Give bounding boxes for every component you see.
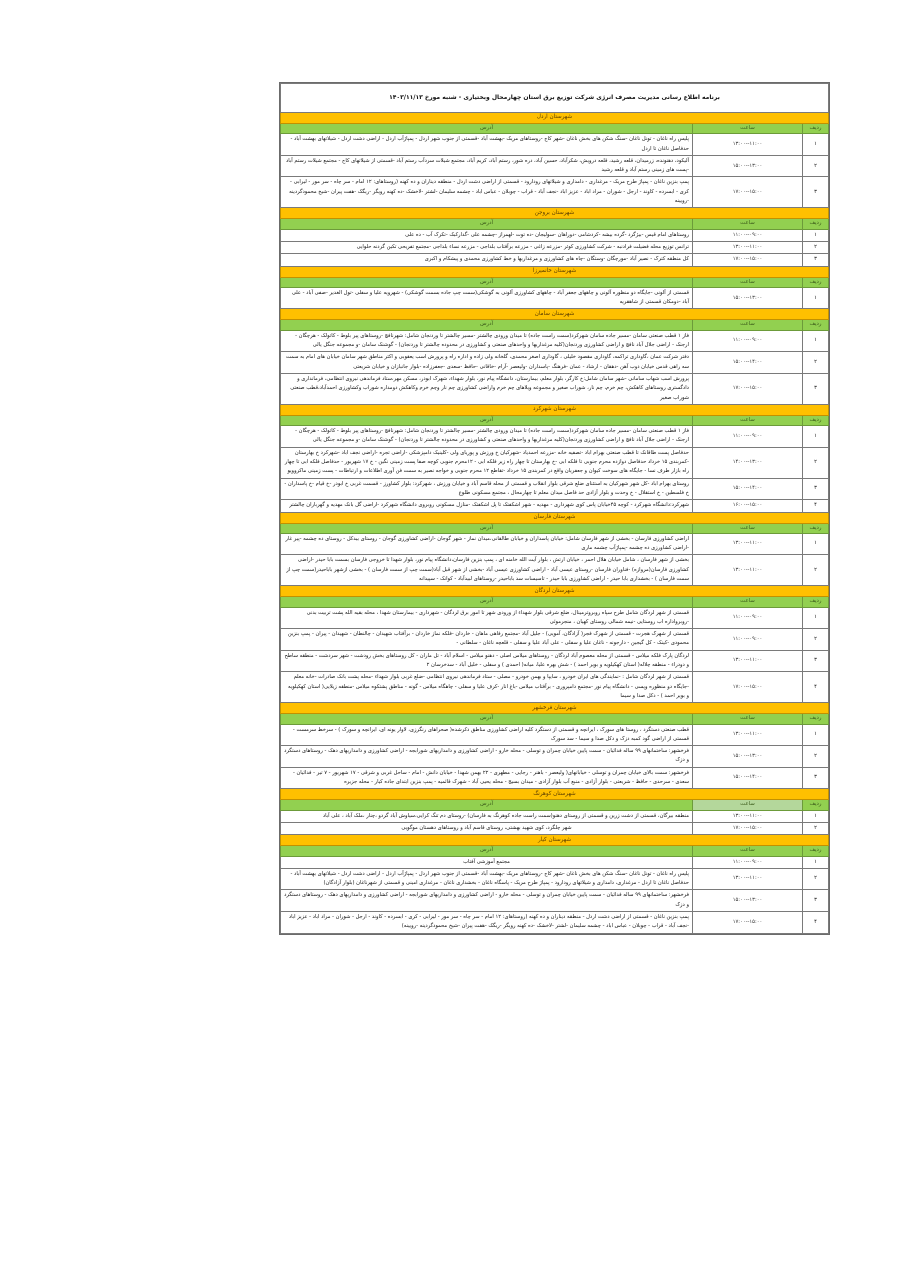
table-row bbox=[281, 856, 829, 868]
district-band bbox=[281, 309, 829, 320]
district-band bbox=[281, 789, 829, 800]
outage-schedule-document bbox=[279, 82, 830, 935]
time-range: ۱۱:۰۰--۱۳:۰۰ bbox=[693, 134, 803, 156]
column-header-row bbox=[281, 277, 829, 287]
district-band bbox=[281, 266, 829, 277]
title-row bbox=[281, 84, 829, 113]
address-cell: فرخشهر: سمت بالای خیابان چمران و توسلی - خیابانهای( ولیعصر - باهنر - رجایی - مطهری - ۲۲ بهمن شهدا - خیابان دانش - امام - ساحل غربی و شرقی - ۱۷ شهریور - ۷ تیر - فدائیان - سعدی - سرحدی - حافظ - شریعتی - بلوار آزادی - منبع آب بلوار آزادی - میدان بسیج - محله یحیی آباد - شهرک قائمیه - پمپ بنزین ابتدای جاده کیار - محله جزیره bbox=[281, 767, 693, 789]
header-row-number: ردیف bbox=[803, 800, 829, 810]
header-row-number: ردیف bbox=[803, 846, 829, 856]
table-row bbox=[281, 650, 829, 672]
time-range: ۱۳:۰۰--۱۴:۰۰ bbox=[693, 447, 803, 478]
header-time: ساعت bbox=[693, 124, 803, 134]
address-cell: بخشی از شهر فارسان ، شامل خیابان هلال احمر ، خیابان ارتش ، بلوار آیت الله خامنه ای ، پمپ بنزین فارسان،دانشگاه پیام نور، بلوار شهدا تا خروجی فارسان بسمت بابا حیدر -اراضی کشاورزی فارسان(مروازه) -فناوران فارسان -روستای عیسی آباد - اراضی کشاورزی عیسی آباد -بخشی از شهر قبل آباد(سمت چپ از سمت فارسان ) - بخشی ازشهر باباحیدر(سمت چپ از سمت فارسان ) - بخشداری بابا حیدر - اراضی کشاورزی بابا حیدر - تاسیسات سد باباحیدر -روستاهای لبیدآباد - کوانک - سپیدانه bbox=[281, 555, 693, 586]
row-number: ۱ bbox=[803, 533, 829, 555]
address-cell: روستاهای امام قیس -بیژگرد -گرده بیشه -کردشامی -دوراهان -سولیجان -ده توت -لهمراز -چشمه علی -گدارکبک -تکرک آب - ده علی bbox=[281, 229, 693, 241]
header-address: آدرس bbox=[281, 124, 693, 134]
table-row bbox=[281, 724, 829, 746]
table-row bbox=[281, 229, 829, 241]
time-range: ۰۹:۰۰--۱۱:۰۰ bbox=[693, 426, 803, 448]
header-time: ساعت bbox=[693, 219, 803, 229]
time-range: ۱۵:۰۰--۱۷:۰۰ bbox=[693, 177, 803, 208]
table-row bbox=[281, 767, 829, 789]
district-name: شهرستان اردل bbox=[281, 113, 829, 124]
row-number: ۱ bbox=[803, 724, 829, 746]
address-cell: فاز ۱ قطب صنعتی سامان -مسیر جاده سامان شهرکرد(سمت راست جاده) تا میدان ورودی چالشتر -مسیر چالشتر تا وردنجان شامل: شهرنافچ -روستاهای پیر بلوط - کاتولک - هرچگان - ارجنک - اراضی جلال آباد نافچ و اراضی کشاورزی وردنجان(کلیه مرغداریها و واحدهای صنعتی و کشاورزی در محدوده چالشتر تا وردنجان) - گوشنک سامان -و مجموعه جنگل یالی bbox=[281, 426, 693, 448]
header-row-number: ردیف bbox=[803, 124, 829, 134]
row-number: ۱ bbox=[803, 426, 829, 448]
column-header-row bbox=[281, 219, 829, 229]
time-range: ۱۱:۰۰--۱۳:۰۰ bbox=[693, 555, 803, 586]
district-name: شهرستان فرخشهر bbox=[281, 703, 829, 714]
row-number: ۳ bbox=[803, 767, 829, 789]
table-row bbox=[281, 447, 829, 478]
address-cell: پرورش اسب شهاب سامانی -شهر سامان شامل:خ کارگر، بلوار معلم، بیمارستان، دانشگاه پیام نور، بلوار شهداء، شهرک ابوذر، مسکن مهر،ستاد فرماندهی نیروی انتظامی، فرمانداری و دادگستری روستاهای کاهکش، چم خرم، چم نار، شوراب صغیر و مجموعه ویلاهای چم خرم واراضی کشاورزی چم نار وچم خرم وکاهکش دومداره شوراب وکشاورزی احمدآباد،قطب صنعتی شوراب صغیر bbox=[281, 373, 693, 404]
district-name: شهرستان خانمیرزا bbox=[281, 266, 829, 277]
district-band bbox=[281, 512, 829, 523]
address-cell: قطب صنعتی دستگرد ، روستا های سورک ، ایرانچه و قسمتی از دستگرد کلیه اراضی کشاورزی مناطق ذکرشده( صحراهای رنگرزی، لاوار یونه ای، ایرانچه و سورک ) - سرخط سرمست - قسمتی از اراضی گود کمبه دزک و دکل صدا و سیما - سد سورک bbox=[281, 724, 693, 746]
column-header-row bbox=[281, 846, 829, 856]
address-cell: فاز ۱ قطب صنعتی سامان -مسیر جاده سامان شهرکرد(سمت راست جاده) تا میدان ورودی چالشتر -مسیر چالشتر تا وردنجان شامل: شهرنافچ -روستاهای پیر بلوط - کاتولک - هرچگان - ارجنک - اراضی جلال آباد نافچ و اراضی کشاورزی وردنجان(کلیه مرغداریها و واحدهای صنعتی و کشاورزی در محدوده چالشتر تا وردنجان) - گوشنک سامان -و مجموعه جنگل یالی bbox=[281, 330, 693, 352]
district-name: شهرستان شهرکرد bbox=[281, 404, 829, 415]
table-row bbox=[281, 330, 829, 352]
district-name: شهرستان لردگان bbox=[281, 586, 829, 597]
header-address: آدرس bbox=[281, 846, 693, 856]
table-row bbox=[281, 134, 829, 156]
address-cell: قسمتی از شهرک هجرت - قسمتی از شهرک فجر( آزادگان، آمویی) - جلیل آباد -مجتمع رفاهی ماهان - خاردان -فلکه نماز خاردان - برآفتاب شهیدان - چالنطان - شهیدان - پیران - پمپ بنزین محمودی -کینک - کل گیجین - دارجونه - ناغان علیا و سفلی - علی آباد علیا و سفلی - قلعچه ناغان - سلطانی - bbox=[281, 629, 693, 651]
row-number: ۲ bbox=[803, 822, 829, 834]
row-number: ۴ bbox=[803, 500, 829, 512]
table-row bbox=[281, 555, 829, 586]
address-cell: پلیس راه ناغان - تونل ناغان -سنگ شکن های بخش ناغان -شهر کاج -روستاهای مریک -بهشت آباد -قسمتی از جنوب شهر اردل - پمپاژآب اردل - اراضی دشت اردل - شیلاتهای بهشت آباد - حدفاصل ناغان تا اردل bbox=[281, 134, 693, 156]
table-row bbox=[281, 868, 829, 890]
column-header-row bbox=[281, 320, 829, 330]
column-header-row bbox=[281, 597, 829, 607]
address-cell: پمپ بنزین ناغان - پمپاژ طرح مریک - مرغداری - دامداری و شیلاتهای رودارود - قسمتی از اراضی دشت اردل - منطقه دیناران و ده کهنه (روستاهای: ۱۲ امام - سر چاه - سر مور - لیرابی - کری - ابسرده - کاوند - ارجل - شوران - مراد اباد - عزیز اباد -نجف آباد - قراب - چوبلان - عباس اباد - چشمه سلیمان -لشتر -لاخشک -ده کهنه رویگر -ریگک -هفت پیران -شیخ محمودگردینه -رویینه bbox=[281, 177, 693, 208]
row-number: ۲ bbox=[803, 447, 829, 478]
header-time: ساعت bbox=[693, 714, 803, 724]
time-range: ۱۳:۰۰--۱۵:۰۰ bbox=[693, 155, 803, 177]
table-row bbox=[281, 822, 829, 834]
time-range: ۱۴:۰۰--۱۵:۰۰ bbox=[693, 352, 803, 374]
header-row-number: ردیف bbox=[803, 714, 829, 724]
district-band bbox=[281, 703, 829, 714]
row-number: ۳ bbox=[803, 177, 829, 208]
table-row bbox=[281, 478, 829, 500]
table-row bbox=[281, 810, 829, 822]
table-row bbox=[281, 912, 829, 934]
table-row bbox=[281, 672, 829, 703]
table-row bbox=[281, 629, 829, 651]
row-number: ۳ bbox=[803, 478, 829, 500]
row-number: ۲ bbox=[803, 868, 829, 890]
row-number: ۲ bbox=[803, 241, 829, 253]
header-time: ساعت bbox=[693, 320, 803, 330]
address-cell: کل منطقه کترک - نصیر آباد -مورچگان -وستگان -چاه های کشاورزی و مرغداریها و خط کشاورزی محمدی و پیشکام و اکبری bbox=[281, 254, 693, 266]
column-header-row bbox=[281, 714, 829, 724]
address-cell: پلیس راه ناغان - تونل ناغان -سنگ شکن های بخش ناغان -شهر کاج -روستاهای مریک -بهشت آباد -قسمتی از جنوب شهر اردل - پمپاژآب اردل - اراضی دشت اردل - شیلاتهای بهشت آباد - حدفاصل ناغان تا اردل - مرغداری، دامداری و شیلاتهای رودارود - پمپاژ طرح مریک - پاسگاه ناغان - بخشداری ناغان - مرغداری امینی و قسمتی از شهرناغان (بلوار آزادگان) bbox=[281, 868, 693, 890]
district-name: شهرستان سامان bbox=[281, 309, 829, 320]
header-row-number: ردیف bbox=[803, 415, 829, 425]
header-time: ساعت bbox=[693, 846, 803, 856]
schedule-table bbox=[280, 83, 829, 934]
row-number: ۴ bbox=[803, 672, 829, 703]
row-number: ۱ bbox=[803, 229, 829, 241]
table-row bbox=[281, 746, 829, 768]
address-cell: حدفاصل پست طاقانک تا قطب صنعتی بهرام اباد -تصفیه خانه -مزرعه احمدیاد -شهرکیان خ ورزش و پوریای ولی -کلینیک دامپزشکی -اراضی تجره -اراضی نجف اباد -شهرکرد خ بهارستان -کمربندی ۱۵ خرداد حدفاصل دوازده محرم جنوبی تا فلکه ابی -خ بهارستان تا چهار راه زیر فلکه ابی - ۱۲محرم جنوبی کوچه صفا پست زمینی نگین - خ ۱۷ شهریور - حدفاصل فلکه ابی تا چهار راه بازار طرف نسا - جایگاه های سوخت کیوان و جعفریان واقع در کمربندی ۱۵ خرداد -تقاطع ۱۲ محرم جنوبی و خواجه نصیر به سمت فن آوری اطلاعات و ارتباطات - پست زمینی ماکروویو bbox=[281, 447, 693, 478]
address-cell: قسمتی از شهر لردگان شامل طرح سپاه روبروترمینال، ضلع شرقی بلوار شهداء از ورودی شهر تا امور برق لردگان - شهرداری - بیمارستان شهدا ، محله بقیه الله پشت تربیت بدنی -روبرواداره اب روستایی -نیمه شمالی روستای کهیان ، منجرموئی bbox=[281, 607, 693, 629]
header-address: آدرس bbox=[281, 277, 693, 287]
column-header-row bbox=[281, 523, 829, 533]
header-row-number: ردیف bbox=[803, 219, 829, 229]
address-cell: آلیکود، دهنونده، زرمیدان، قلعه رشید، قلعه درویش، شکرآباد، حسین آباد، دره شور، رستم آباد، کریم آباد، مجتمع شیلات سردآب رستم آباد -قسمتی از شیلاتهای کاج - مجتمع شیلات رستم آباد -پست های زمینی رستم آباد و قلعه رشید bbox=[281, 155, 693, 177]
row-number: ۱ bbox=[803, 287, 829, 309]
address-cell: دفتر شرکت عمان ،گاوداری تراکمه، گاوداری مقصود خلیلی ، گاوداری اصغر محمدی، گلخانه ولی زاده و اداره راه و پرورش اسب یعقوبی و اکثر مناطق شهر سامان خیابان های امام به سمت سه راهی قدس خیابان ذوب آهن -دهقان - ارشاد - عمان -فرهنگ -پاسداران -ولیعصر -آرام -خاقانی -حافظ -سعدی -جعفرزاده -بلوار جانبازان و خیابان شریعتی bbox=[281, 352, 693, 374]
address-cell: ترانس توزیع محله فضیلت فرادنبه - شرکت کشاورزی کوثر -مزرعه زاغی - مزرعه برآفتاب بلداجی - مزرعه نساء بلداجی -مجتمع تفریحی تکین گردنه حلوایی bbox=[281, 241, 693, 253]
district-name: شهرستان کیار bbox=[281, 835, 829, 846]
row-number: ۳ bbox=[803, 254, 829, 266]
time-range: ۱۵:۰۰--۱۷:۰۰ bbox=[693, 672, 803, 703]
row-number: ۲ bbox=[803, 352, 829, 374]
header-time: ساعت bbox=[693, 415, 803, 425]
table-row bbox=[281, 155, 829, 177]
time-range: ۱۵:۰۰--۱۷:۰۰ bbox=[693, 912, 803, 934]
row-number: ۱ bbox=[803, 134, 829, 156]
time-range: ۱۵:۰۰--۱۷:۰۰ bbox=[693, 822, 803, 834]
header-address: آدرس bbox=[281, 320, 693, 330]
address-cell: روستای بهرام اباد -کل شهر شهرکیان به استثنای ضلع شرقی بلوار انقلاب و قسمتی از محله قاسم آباد و خیابان ورزش ، شهرکرد: بلوار کشاورز - قسمت غربی خ ابوذر -خ قیام -خ پاسداران - خ فلسطین - خ استقلال - خ وحدت و بلوار آزادی حد فاصل میدان معلم تا چهارمحال ، مجتمع مسکونی طلوع bbox=[281, 478, 693, 500]
time-range: ۱۵:۰۰--۱۶:۰۰ bbox=[693, 500, 803, 512]
header-row-number: ردیف bbox=[803, 277, 829, 287]
address-cell: منطقه بیرگان، قسمتی از دشت زرین و قسمتی از روستای دهنو(سمت راست جاده کوهرنگ به فارسان) -روستای دم تنگ کرایی،سیاوش آباد گردو ،چنار ،ملک آباد ، علی آباد bbox=[281, 810, 693, 822]
table-row bbox=[281, 241, 829, 253]
row-number: ۳ bbox=[803, 890, 829, 912]
address-cell: فرخشهر: ساختمانهای ۹۹ ساله فدائیان - سمت پایین خیابان چمران و توسلی - محله خارو - اراضی کشاورزی و دامداریهای شورابجه - اراضی کشاورزی و دامداریهای دهک - روستاهای دستگرد و دزک bbox=[281, 746, 693, 768]
row-number: ۱ bbox=[803, 856, 829, 868]
table-row bbox=[281, 254, 829, 266]
column-header-row bbox=[281, 415, 829, 425]
district-band bbox=[281, 113, 829, 124]
row-number: ۲ bbox=[803, 555, 829, 586]
header-address: آدرس bbox=[281, 714, 693, 724]
table-row bbox=[281, 352, 829, 374]
time-range: ۰۹:۰۰--۱۱:۰۰ bbox=[693, 229, 803, 241]
header-address: آدرس bbox=[281, 800, 693, 810]
header-time: ساعت bbox=[693, 523, 803, 533]
row-number: ۳ bbox=[803, 373, 829, 404]
address-cell: پمپ بنزین ناغان - قسمتی از اراضی دشت اردل - منطقه دیناران و ده کهنه (روستاهای: ۱۲ امام - سر چاه - سر مور - لیرابی - کری - ابسرده - کاوند - ارجل - شوران - مراد اباد - عزیز اباد -نجف آباد - قراب - چوبلان - عباس اباد - چشمه سلیمان -لشتر -لاخشک -ده کهنه رویگر -ریگک -هفت پیران -شیخ محمودگردینه -رویینه) bbox=[281, 912, 693, 934]
address-cell: لردگان پارک فلکه میلاس - قسمتی از محله معصوم آباد لردگان - روستاهای میلاس اصلی - دهنو میلاس - اسلام آباد - تل ماران - کل روستاهای بخش رودشت - شهر سردشت - منطقه ساطح و دودراء - منطقه چلاله( استان کهکیلویه و بویر احمد ) - شش بهره علیا، میانه( احمدی ) و سفلی - خلیل آباد - سدخرسان ۲ bbox=[281, 650, 693, 672]
time-range: ۱۱:۰۰--۱۳:۰۰ bbox=[693, 241, 803, 253]
table-row bbox=[281, 533, 829, 555]
table-row bbox=[281, 177, 829, 208]
row-number: ۲ bbox=[803, 629, 829, 651]
time-range: ۰۹:۰۰--۱۱:۰۰ bbox=[693, 607, 803, 629]
row-number: ۱ bbox=[803, 330, 829, 352]
time-range: ۱۵:۰۰--۱۷:۰۰ bbox=[693, 254, 803, 266]
district-band bbox=[281, 404, 829, 415]
time-range: ۱۱:۰۰--۱۳:۰۰ bbox=[693, 650, 803, 672]
header-address: آدرس bbox=[281, 415, 693, 425]
time-range: ۰۹:۰۰--۱۱:۰۰ bbox=[693, 856, 803, 868]
district-name: شهرستان فارسان bbox=[281, 512, 829, 523]
address-cell: شهرکرد:دانشگاه شهرکرد - کوچه ۴۵خیابان پاس کوی شهرداری - مهدیه - شهر اشکفتک تا پل اشکفتک -منازل مسکونی روبروی دانشگاه شهرکرد -اراضی گل بانک مهدیه و گهرباران چالشتر bbox=[281, 500, 693, 512]
table-row bbox=[281, 426, 829, 448]
header-address: آدرس bbox=[281, 523, 693, 533]
table-row bbox=[281, 287, 829, 309]
document-title: برنامه اطلاع رسانی مدیریت مصرف انرژی شرکت توزیع برق استان چهارمحال وبختیاری - شنبه مورخ ۱۴۰۳/۱۱/۱۳ bbox=[281, 84, 829, 113]
time-range: ۱۴:۰۰--۱۵:۰۰ bbox=[693, 767, 803, 789]
time-range: ۱۱:۰۰--۱۳:۰۰ bbox=[693, 724, 803, 746]
time-range: ۱۱:۰۰--۱۳:۰۰ bbox=[693, 533, 803, 555]
address-cell: اراضی کشاورزی فارسان - بخشی از شهر فارسان شامل: خیابان پاسداران و خیابان طالقانی،میدان نماز - شهر گوجان -اراضی کشاورزی گوجان - روستای بیدکل - روستای ده چشمه -پیر غار -اراضی کشاورزی ده چشمه -پمپاژآب چشمه ماری bbox=[281, 533, 693, 555]
header-row-number: ردیف bbox=[803, 320, 829, 330]
row-number: ۲ bbox=[803, 155, 829, 177]
header-row-number: ردیف bbox=[803, 523, 829, 533]
row-number: ۱ bbox=[803, 810, 829, 822]
header-address: آدرس bbox=[281, 219, 693, 229]
time-range: ۰۹:۰۰--۱۱:۰۰ bbox=[693, 629, 803, 651]
time-range: ۱۵:۰۰--۱۷:۰۰ bbox=[693, 373, 803, 404]
row-number: ۱ bbox=[803, 607, 829, 629]
time-range: ۱۱:۰۰--۱۳:۰۰ bbox=[693, 868, 803, 890]
table-row bbox=[281, 500, 829, 512]
row-number: ۴ bbox=[803, 912, 829, 934]
time-range: ۰۹:۰۰--۱۱:۰۰ bbox=[693, 330, 803, 352]
time-range: ۱۱:۰۰--۱۳:۰۰ bbox=[693, 810, 803, 822]
time-range: ۱۴:۰۰--۱۵:۰۰ bbox=[693, 478, 803, 500]
time-range: ۱۳:۰۰--۱۵:۰۰ bbox=[693, 746, 803, 768]
row-number: ۳ bbox=[803, 650, 829, 672]
address-cell: شهر چلگرد، کوی شهید بهشتی، روستای قاسم آباد و روستاهای دهستان موگویی bbox=[281, 822, 693, 834]
table-row bbox=[281, 373, 829, 404]
header-row-number: ردیف bbox=[803, 597, 829, 607]
column-header-row bbox=[281, 124, 829, 134]
header-time: ساعت bbox=[693, 277, 803, 287]
address-cell: مجتمع آموزشی آفتاب bbox=[281, 856, 693, 868]
district-name: شهرستان کوهرنگ bbox=[281, 789, 829, 800]
time-range: ۱۳:۰۰--۱۵:۰۰ bbox=[693, 890, 803, 912]
address-cell: قسمتی از آلونی -جایگاه دو منظوره آلونی و چاههای جعفر آباد - چاههای کشاورزی آلونی به گوشکی(سمت چپ جاده بسمت گوشکی) - شهرویه علیا و سفلی -تول الغدیر -صفی آباد - علی آباد -دومکان قسمتی از شاهقریه bbox=[281, 287, 693, 309]
district-name: شهرستان بروجن bbox=[281, 208, 829, 219]
address-cell: قسمتی از شهر لردگان شامل : -نمایندگی های ایران خودرو ، سایپا و بهمن خودرو - مصلی - ستاد فرماندهی نیروی انتظامی -ضلع غربی بلوار شهداء -محله پشت بانک صادرات -خانه معلم -جایگاه دو منظوره وپسی - دانشگاه پیام نور -مجتمع دامپروری - برآفتاب میلاس -باغ انار -کرف علیا و سفلی - چاهگاه میلاس - گونه - مناطق پشتکوه میلاس -منطقه زیلایی( استان کهکیلویه و بویر احمد ) - دکل صدا و سیما bbox=[281, 672, 693, 703]
district-band bbox=[281, 586, 829, 597]
header-time: ساعت bbox=[693, 597, 803, 607]
header-time: ساعت bbox=[693, 800, 803, 810]
time-range: ۱۳:۰۰--۱۵:۰۰ bbox=[693, 287, 803, 309]
address-cell: فرخشهر: ساختمانهای ۹۹ ساله فدائیان - سمت پایین خیابان چمران و توسلی - محله خارو - اراضی کشاورزی و دامداریهای شورابجه - اراضی کشاورزی و دامداریهای دهک - روستاهای دستگرد و دزک bbox=[281, 890, 693, 912]
row-number: ۲ bbox=[803, 746, 829, 768]
column-header-row bbox=[281, 800, 829, 810]
district-band bbox=[281, 835, 829, 846]
district-band bbox=[281, 208, 829, 219]
table-row bbox=[281, 890, 829, 912]
header-address: آدرس bbox=[281, 597, 693, 607]
table-row bbox=[281, 607, 829, 629]
